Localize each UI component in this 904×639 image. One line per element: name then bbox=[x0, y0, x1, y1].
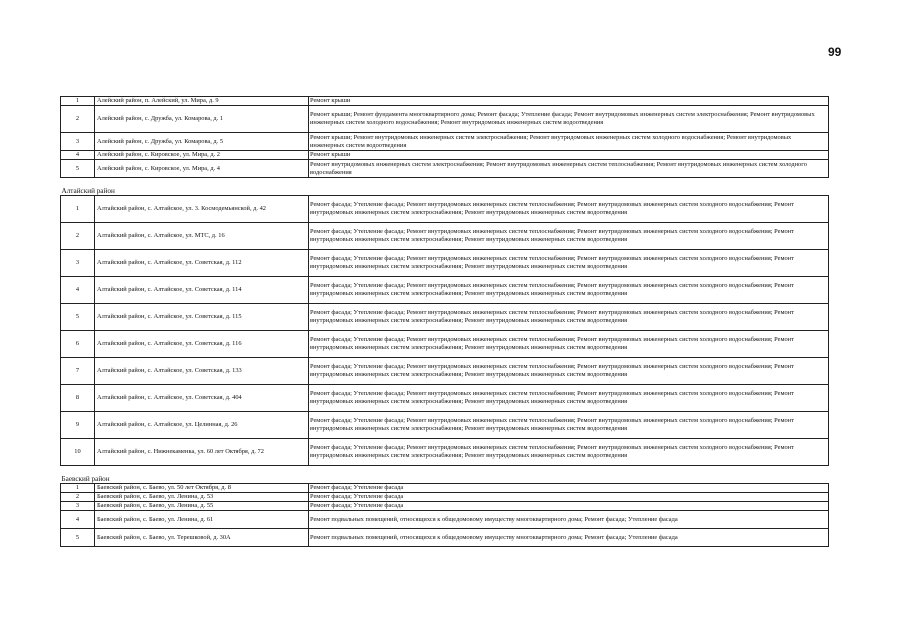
address-cell: Алтайский район, с. Алтайское, ул. Советская, д. 133 bbox=[95, 358, 309, 385]
address-cell: Баевский район, с. Баево, ул. 50 лет Октября, д. 8 bbox=[95, 484, 309, 493]
works-cell: Ремонт крыши; Ремонт внутридомовых инженерных систем электроснабжения; Ремонт внутридомовых инженерных систем холодного водоснабжения; Ремонт внутридомовых инженерных систем водоотведения bbox=[309, 133, 829, 151]
works-cell: Ремонт фасада; Утепление фасада bbox=[309, 493, 829, 502]
table-row bbox=[61, 358, 829, 385]
district-heading: Алтайский район bbox=[61, 178, 829, 196]
address-cell: Баевский район, с. Баево, ул. Ленина, д. 53 bbox=[95, 493, 309, 502]
works-cell: Ремонт крыши bbox=[309, 97, 829, 106]
row-number-cell: 3 bbox=[61, 502, 95, 511]
address-cell: Алтайский район, с. Нижнекаменка, ул. 60 лет Октября, д. 72 bbox=[95, 439, 309, 466]
page-number: 99 bbox=[828, 45, 842, 59]
table-row bbox=[61, 502, 829, 511]
address-cell: Алтайский район, с. Алтайское, ул. 3. Космодемьянской, д. 42 bbox=[95, 196, 309, 223]
table-row bbox=[61, 151, 829, 160]
district-heading: Баевский район bbox=[61, 466, 829, 484]
address-cell: Алтайский район, с. Алтайское, ул. Советская, д. 112 bbox=[95, 250, 309, 277]
row-number-cell: 4 bbox=[61, 511, 95, 529]
row-number-cell: 9 bbox=[61, 412, 95, 439]
address-cell: Алейский район, п. Алейский, ул. Мира, д. 9 bbox=[95, 97, 309, 106]
table-row bbox=[61, 304, 829, 331]
row-number-cell: 1 bbox=[61, 196, 95, 223]
works-table-body bbox=[61, 97, 829, 547]
row-number-cell: 10 bbox=[61, 439, 95, 466]
works-cell: Ремонт крыши; Ремонт фундамента многоквартирного дома; Ремонт фасада; Утепление фасада; Ремонт внутридомовых инженерных систем электроснабжения; Ремонт внутридомовых инженерных систем холодного водоснабжения; Ремонт внутридомовых инженерных систем водоотведения bbox=[309, 106, 829, 133]
row-number-cell: 5 bbox=[61, 529, 95, 547]
works-cell: Ремонт фасада; Утепление фасада; Ремонт внутридомовых инженерных систем теплоснабжения; Ремонт внутридомовых инженерных систем холодного водоснабжения; Ремонт внутридомовых инженерных систем электроснабжения; Ремонт внутридомовых инженерных систем водоотведения bbox=[309, 250, 829, 277]
row-number-cell: 5 bbox=[61, 160, 95, 178]
works-cell: Ремонт фасада; Утепление фасада; Ремонт внутридомовых инженерных систем теплоснабжения; Ремонт внутридомовых инженерных систем холодного водоснабжения; Ремонт внутридомовых инженерных систем электроснабжения; Ремонт внутридомовых инженерных систем водоотведения bbox=[309, 358, 829, 385]
row-number-cell: 1 bbox=[61, 97, 95, 106]
address-cell: Алейский район, с. Кировское, ул. Мира, д. 2 bbox=[95, 151, 309, 160]
district-heading-row bbox=[61, 466, 829, 484]
works-cell: Ремонт фасада; Утепление фасада; Ремонт внутридомовых инженерных систем теплоснабжения; Ремонт внутридомовых инженерных систем холодного водоснабжения; Ремонт внутридомовых инженерных систем электроснабжения; Ремонт внутридомовых инженерных систем водоотведения bbox=[309, 439, 829, 466]
row-number-cell: 3 bbox=[61, 250, 95, 277]
address-cell: Баевский район, с. Баево, ул. Терешковой, д. 30А bbox=[95, 529, 309, 547]
table-row bbox=[61, 160, 829, 178]
table-row bbox=[61, 133, 829, 151]
works-cell: Ремонт фасада; Утепление фасада; Ремонт внутридомовых инженерных систем теплоснабжения; Ремонт внутридомовых инженерных систем холодного водоснабжения; Ремонт внутридомовых инженерных систем электроснабжения; Ремонт внутридомовых инженерных систем водоотведения bbox=[309, 196, 829, 223]
address-cell: Алтайский район, с. Алтайское, ул. МТС, д. 16 bbox=[95, 223, 309, 250]
address-cell: Алейский район, с. Кировское, ул. Мира, д. 4 bbox=[95, 160, 309, 178]
table-row bbox=[61, 484, 829, 493]
works-cell: Ремонт подвальных помещений, относящихся к общедомовому имуществу многоквартирного дома; Ремонт фасада; Утепление фасада bbox=[309, 511, 829, 529]
row-number-cell: 8 bbox=[61, 385, 95, 412]
table-row bbox=[61, 196, 829, 223]
address-cell: Алейский район, с. Дружба, ул. Комарова, д. 1 bbox=[95, 106, 309, 133]
row-number-cell: 7 bbox=[61, 358, 95, 385]
works-cell: Ремонт фасада; Утепление фасада bbox=[309, 484, 829, 493]
table-row bbox=[61, 97, 829, 106]
district-heading-row bbox=[61, 178, 829, 196]
table-row bbox=[61, 439, 829, 466]
row-number-cell: 5 bbox=[61, 304, 95, 331]
address-cell: Баевский район, с. Баево, ул. Ленина, д. 55 bbox=[95, 502, 309, 511]
works-table bbox=[60, 96, 829, 547]
address-cell: Алтайский район, с. Алтайское, ул. Советская, д. 116 bbox=[95, 331, 309, 358]
table-row bbox=[61, 277, 829, 304]
works-cell: Ремонт фасада; Утепление фасада bbox=[309, 502, 829, 511]
table-row bbox=[61, 529, 829, 547]
row-number-cell: 2 bbox=[61, 493, 95, 502]
works-cell: Ремонт фасада; Утепление фасада; Ремонт внутридомовых инженерных систем теплоснабжения; Ремонт внутридомовых инженерных систем холодного водоснабжения; Ремонт внутридомовых инженерных систем электроснабжения; Ремонт внутридомовых инженерных систем водоотведения bbox=[309, 331, 829, 358]
row-number-cell: 2 bbox=[61, 223, 95, 250]
address-cell: Алтайский район, с. Алтайское, ул. Советская, д. 115 bbox=[95, 304, 309, 331]
works-cell: Ремонт подвальных помещений, относящихся к общедомовому имуществу многоквартирного дома; Ремонт фасада; Утепление фасада bbox=[309, 529, 829, 547]
works-cell: Ремонт фасада; Утепление фасада; Ремонт внутридомовых инженерных систем теплоснабжения; Ремонт внутридомовых инженерных систем холодного водоснабжения; Ремонт внутридомовых инженерных систем электроснабжения; Ремонт внутридомовых инженерных систем водоотведения bbox=[309, 304, 829, 331]
table-row bbox=[61, 331, 829, 358]
address-cell: Алейский район, с. Дружба, ул. Комарова, д. 5 bbox=[95, 133, 309, 151]
address-cell: Алтайский район, с. Алтайское, ул. Советская, д. 404 bbox=[95, 385, 309, 412]
row-number-cell: 1 bbox=[61, 484, 95, 493]
row-number-cell: 3 bbox=[61, 133, 95, 151]
table-row bbox=[61, 511, 829, 529]
works-cell: Ремонт крыши bbox=[309, 151, 829, 160]
works-cell: Ремонт фасада; Утепление фасада; Ремонт внутридомовых инженерных систем теплоснабжения; Ремонт внутридомовых инженерных систем холодного водоснабжения; Ремонт внутридомовых инженерных систем электроснабжения; Ремонт внутридомовых инженерных систем водоотведения bbox=[309, 223, 829, 250]
address-cell: Баевский район, с. Баево, ул. Ленина, д. 61 bbox=[95, 511, 309, 529]
row-number-cell: 2 bbox=[61, 106, 95, 133]
row-number-cell: 6 bbox=[61, 331, 95, 358]
row-number-cell: 4 bbox=[61, 151, 95, 160]
works-cell: Ремонт внутридомовых инженерных систем электроснабжения; Ремонт внутридомовых инженерных систем теплоснабжения; Ремонт внутридомовых инженерных систем холодного водоснабжения bbox=[309, 160, 829, 178]
works-cell: Ремонт фасада; Утепление фасада; Ремонт внутридомовых инженерных систем теплоснабжения; Ремонт внутридомовых инженерных систем холодного водоснабжения; Ремонт внутридомовых инженерных систем электроснабжения; Ремонт внутридомовых инженерных систем водоотведения bbox=[309, 385, 829, 412]
table-row bbox=[61, 412, 829, 439]
row-number-cell: 4 bbox=[61, 277, 95, 304]
table-row bbox=[61, 223, 829, 250]
works-cell: Ремонт фасада; Утепление фасада; Ремонт внутридомовых инженерных систем теплоснабжения; Ремонт внутридомовых инженерных систем холодного водоснабжения; Ремонт внутридомовых инженерных систем электроснабжения; Ремонт внутридомовых инженерных систем водоотведения bbox=[309, 412, 829, 439]
address-cell: Алтайский район, с. Алтайское, ул. Советская, д. 114 bbox=[95, 277, 309, 304]
address-cell: Алтайский район, с. Алтайское, ул. Целинная, д. 26 bbox=[95, 412, 309, 439]
table-row bbox=[61, 493, 829, 502]
works-cell: Ремонт фасада; Утепление фасада; Ремонт внутридомовых инженерных систем теплоснабжения; Ремонт внутридомовых инженерных систем холодного водоснабжения; Ремонт внутридомовых инженерных систем электроснабжения; Ремонт внутридомовых инженерных систем водоотведения bbox=[309, 277, 829, 304]
table-row bbox=[61, 250, 829, 277]
table-row bbox=[61, 385, 829, 412]
table-row bbox=[61, 106, 829, 133]
